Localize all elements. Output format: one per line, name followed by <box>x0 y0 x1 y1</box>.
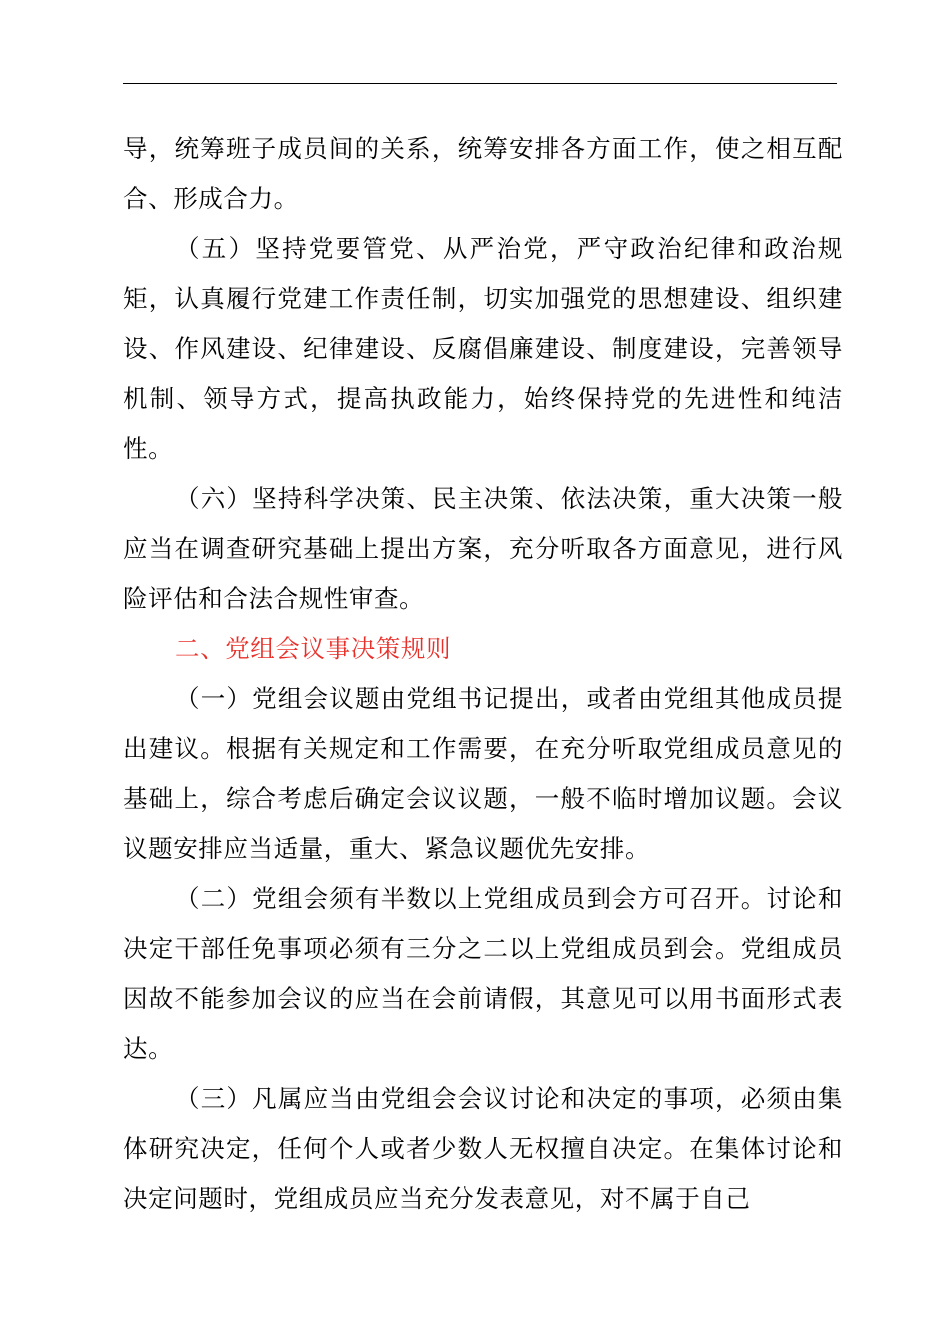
paragraph-rule-2: （二）党组会须有半数以上党组成员到会方可召开。讨论和决定干部任免事项必须有三分之二以上党组成员到会。党组成员因故不能参加会议的应当在会前请假，其意见可以用书面形式表达。 <box>123 884 843 1063</box>
section-heading: 二、党组会议事决策规则 <box>175 634 452 663</box>
paragraph-item-5: （五）坚持党要管党、从严治党，严守政治纪律和政治规矩，认真履行党建工作责任制，切实加强党的思想建设、组织建设、作风建设、纪律建设、反腐倡廉建设、制度建设，完善领导机制、领导方式，提高执政能力，始终保持党的先进性和纯洁性。 <box>123 234 843 463</box>
paragraph-rule-1: （一）党组会议题由党组书记提出，或者由党组其他成员提出建议。根据有关规定和工作需要，在充分听取党组成员意见的基础上，综合考虑后确定会议议题，一般不临时增加议题。会议议题安排应当适量，重大、紧急议题优先安排。 <box>123 684 843 863</box>
paragraph-item-6: （六）坚持科学决策、民主决策、依法决策，重大决策一般应当在调查研究基础上提出方案，充分听取各方面意见，进行风险评估和合法合规性审查。 <box>123 484 843 613</box>
header-rule <box>123 83 837 84</box>
document-body <box>123 124 843 1224</box>
paragraph-rule-3: （三）凡属应当由党组会会议讨论和决定的事项，必须由集体研究决定，任何个人或者少数人无权擅自决定。在集体讨论和决定问题时，党组成员应当充分发表意见，对不属于自己 <box>123 1084 843 1213</box>
paragraph-continuation: 导，统筹班子成员间的关系，统筹安排各方面工作，使之相互配合、形成合力。 <box>123 134 843 213</box>
